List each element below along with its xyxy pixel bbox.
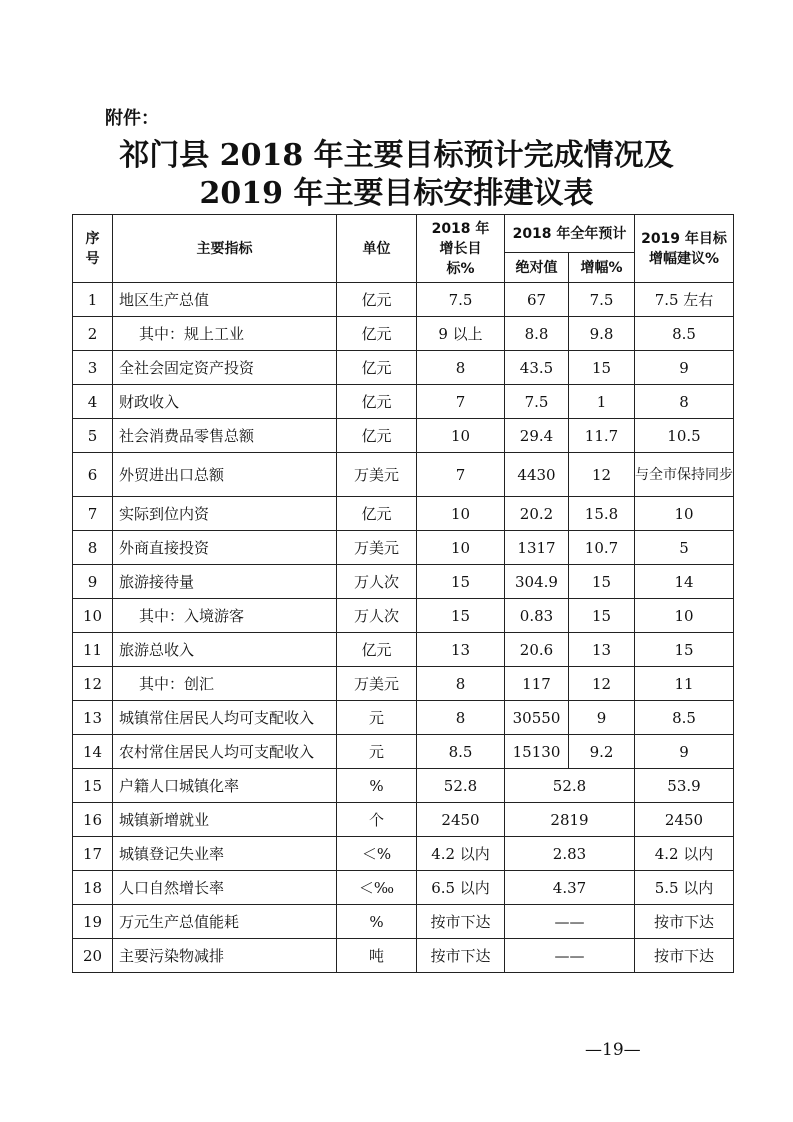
table-body (73, 283, 734, 973)
header-growth: 增幅% (569, 253, 635, 283)
table-row (73, 735, 734, 769)
row-indicator: 城镇登记失业率 (113, 837, 337, 871)
row-growth: 9.2 (569, 735, 635, 769)
row-growth: 15.8 (569, 497, 635, 531)
table-row (73, 769, 734, 803)
row-forecast-2018: 4.37 (505, 871, 635, 905)
row-target-2019: 5.5 以内 (635, 871, 734, 905)
row-seq: 3 (73, 351, 113, 385)
row-seq: 14 (73, 735, 113, 769)
title-line-1: 祁门县 2018 年主要目标预计完成情况及 (119, 138, 674, 173)
row-indicator: 其中：规上工业 (113, 317, 337, 351)
row-growth: 9.8 (569, 317, 635, 351)
row-indicator: 农村常住居民人均可支配收入 (113, 735, 337, 769)
row-target-2018: 7 (417, 453, 505, 497)
row-target-2019: 8.5 (635, 317, 734, 351)
row-seq: 20 (73, 939, 113, 973)
row-seq: 13 (73, 701, 113, 735)
row-target-2019: 11 (635, 667, 734, 701)
row-seq: 17 (73, 837, 113, 871)
row-absolute: 15130 (505, 735, 569, 769)
row-indicator: 财政收入 (113, 385, 337, 419)
row-unit: 亿元 (337, 317, 417, 351)
row-seq: 4 (73, 385, 113, 419)
row-indicator: 万元生产总值能耗 (113, 905, 337, 939)
row-target-2019: 10 (635, 497, 734, 531)
row-target-2019: 与全市保持同步 (635, 453, 734, 497)
row-unit: 个 (337, 803, 417, 837)
header-target-2018: 2018 年增长目标% (417, 215, 505, 283)
header-forecast-2018: 2018 年全年预计 (505, 215, 635, 253)
row-unit: 万人次 (337, 599, 417, 633)
row-forecast-2018: —— (505, 939, 635, 973)
row-unit: 万人次 (337, 565, 417, 599)
row-target-2019: 2450 (635, 803, 734, 837)
row-unit: % (337, 769, 417, 803)
row-seq: 7 (73, 497, 113, 531)
row-growth: 13 (569, 633, 635, 667)
row-unit: ＜% (337, 837, 417, 871)
row-forecast-2018: 2.83 (505, 837, 635, 871)
row-indicator: 其中：入境游客 (113, 599, 337, 633)
row-target-2018: 6.5 以内 (417, 871, 505, 905)
row-target-2019: 9 (635, 735, 734, 769)
row-unit: 元 (337, 735, 417, 769)
row-unit: 亿元 (337, 497, 417, 531)
title-line-2: 2019 年主要目标安排建议表 (199, 176, 594, 211)
row-target-2018: 8 (417, 351, 505, 385)
header-absolute: 绝对值 (505, 253, 569, 283)
table-row (73, 837, 734, 871)
table-row (73, 871, 734, 905)
row-indicator: 主要污染物减排 (113, 939, 337, 973)
row-target-2019: 53.9 (635, 769, 734, 803)
row-absolute: 7.5 (505, 385, 569, 419)
row-target-2018: 13 (417, 633, 505, 667)
row-absolute: 1317 (505, 531, 569, 565)
row-growth: 7.5 (569, 283, 635, 317)
table-row (73, 531, 734, 565)
row-forecast-2018: 52.8 (505, 769, 635, 803)
row-target-2018: 7 (417, 385, 505, 419)
row-target-2018: 8 (417, 701, 505, 735)
row-unit: 亿元 (337, 633, 417, 667)
row-indicator: 旅游接待量 (113, 565, 337, 599)
row-indicator: 实际到位内资 (113, 497, 337, 531)
table-row (73, 905, 734, 939)
row-indicator: 其中：创汇 (113, 667, 337, 701)
table-row (73, 939, 734, 973)
table-row (73, 453, 734, 497)
table-row (73, 565, 734, 599)
row-target-2018: 4.2 以内 (417, 837, 505, 871)
row-indicator: 外贸进出口总额 (113, 453, 337, 497)
row-unit: 万美元 (337, 531, 417, 565)
row-unit: 亿元 (337, 283, 417, 317)
row-seq: 1 (73, 283, 113, 317)
row-unit: 吨 (337, 939, 417, 973)
table-row (73, 667, 734, 701)
row-seq: 5 (73, 419, 113, 453)
row-unit: 亿元 (337, 385, 417, 419)
header-indicator: 主要指标 (113, 215, 337, 283)
row-indicator: 旅游总收入 (113, 633, 337, 667)
targets-table (72, 214, 734, 973)
row-growth: 10.7 (569, 531, 635, 565)
row-seq: 10 (73, 599, 113, 633)
row-seq: 19 (73, 905, 113, 939)
row-target-2019: 5 (635, 531, 734, 565)
row-target-2018: 2450 (417, 803, 505, 837)
row-growth: 15 (569, 599, 635, 633)
row-target-2018: 15 (417, 565, 505, 599)
table-row (73, 317, 734, 351)
row-growth: 1 (569, 385, 635, 419)
row-target-2018: 10 (417, 419, 505, 453)
row-forecast-2018: 2819 (505, 803, 635, 837)
row-indicator: 全社会固定资产投资 (113, 351, 337, 385)
row-target-2018: 7.5 (417, 283, 505, 317)
row-absolute: 43.5 (505, 351, 569, 385)
row-target-2019: 8.5 (635, 701, 734, 735)
table-row (73, 419, 734, 453)
row-seq: 18 (73, 871, 113, 905)
page-number: —19— (585, 1040, 641, 1060)
row-absolute: 30550 (505, 701, 569, 735)
row-indicator: 外商直接投资 (113, 531, 337, 565)
row-seq: 12 (73, 667, 113, 701)
row-unit: 万美元 (337, 667, 417, 701)
row-target-2018: 52.8 (417, 769, 505, 803)
table-row (73, 351, 734, 385)
row-unit: 亿元 (337, 351, 417, 385)
row-indicator: 城镇新增就业 (113, 803, 337, 837)
row-growth: 9 (569, 701, 635, 735)
row-growth: 15 (569, 351, 635, 385)
row-target-2019: 7.5 左右 (635, 283, 734, 317)
row-target-2019: 15 (635, 633, 734, 667)
table-row (73, 633, 734, 667)
row-target-2018: 8.5 (417, 735, 505, 769)
row-absolute: 29.4 (505, 419, 569, 453)
row-unit: % (337, 905, 417, 939)
table-row (73, 497, 734, 531)
row-unit: 万美元 (337, 453, 417, 497)
row-forecast-2018: —— (505, 905, 635, 939)
table-row (73, 385, 734, 419)
row-seq: 8 (73, 531, 113, 565)
row-seq: 6 (73, 453, 113, 497)
row-indicator: 人口自然增长率 (113, 871, 337, 905)
table-row (73, 599, 734, 633)
row-seq: 11 (73, 633, 113, 667)
row-target-2019: 按市下达 (635, 905, 734, 939)
row-seq: 9 (73, 565, 113, 599)
row-absolute: 117 (505, 667, 569, 701)
row-target-2019: 9 (635, 351, 734, 385)
row-unit: ＜‰ (337, 871, 417, 905)
attachment-label: 附件： (105, 108, 159, 129)
row-absolute: 4430 (505, 453, 569, 497)
row-target-2018: 按市下达 (417, 939, 505, 973)
table-row (73, 701, 734, 735)
row-seq: 2 (73, 317, 113, 351)
row-absolute: 67 (505, 283, 569, 317)
row-absolute: 304.9 (505, 565, 569, 599)
row-target-2019: 10 (635, 599, 734, 633)
row-growth: 12 (569, 453, 635, 497)
row-target-2019: 14 (635, 565, 734, 599)
row-growth: 11.7 (569, 419, 635, 453)
row-target-2019: 按市下达 (635, 939, 734, 973)
row-target-2019: 8 (635, 385, 734, 419)
header-seq: 序号 (73, 215, 113, 283)
row-seq: 15 (73, 769, 113, 803)
row-unit: 元 (337, 701, 417, 735)
header-unit: 单位 (337, 215, 417, 283)
row-indicator: 社会消费品零售总额 (113, 419, 337, 453)
row-target-2018: 10 (417, 531, 505, 565)
row-indicator: 户籍人口城镇化率 (113, 769, 337, 803)
row-indicator: 地区生产总值 (113, 283, 337, 317)
row-target-2018: 9 以上 (417, 317, 505, 351)
row-indicator: 城镇常住居民人均可支配收入 (113, 701, 337, 735)
row-growth: 12 (569, 667, 635, 701)
row-target-2019: 10.5 (635, 419, 734, 453)
row-unit: 亿元 (337, 419, 417, 453)
header-target-2019: 2019 年目标增幅建议% (635, 215, 734, 283)
table-row (73, 283, 734, 317)
table-row (73, 803, 734, 837)
row-growth: 15 (569, 565, 635, 599)
row-absolute: 20.2 (505, 497, 569, 531)
row-target-2018: 8 (417, 667, 505, 701)
row-absolute: 20.6 (505, 633, 569, 667)
row-target-2018: 10 (417, 497, 505, 531)
row-seq: 16 (73, 803, 113, 837)
row-target-2018: 按市下达 (417, 905, 505, 939)
row-target-2018: 15 (417, 599, 505, 633)
row-target-2019: 4.2 以内 (635, 837, 734, 871)
row-absolute: 0.83 (505, 599, 569, 633)
row-absolute: 8.8 (505, 317, 569, 351)
